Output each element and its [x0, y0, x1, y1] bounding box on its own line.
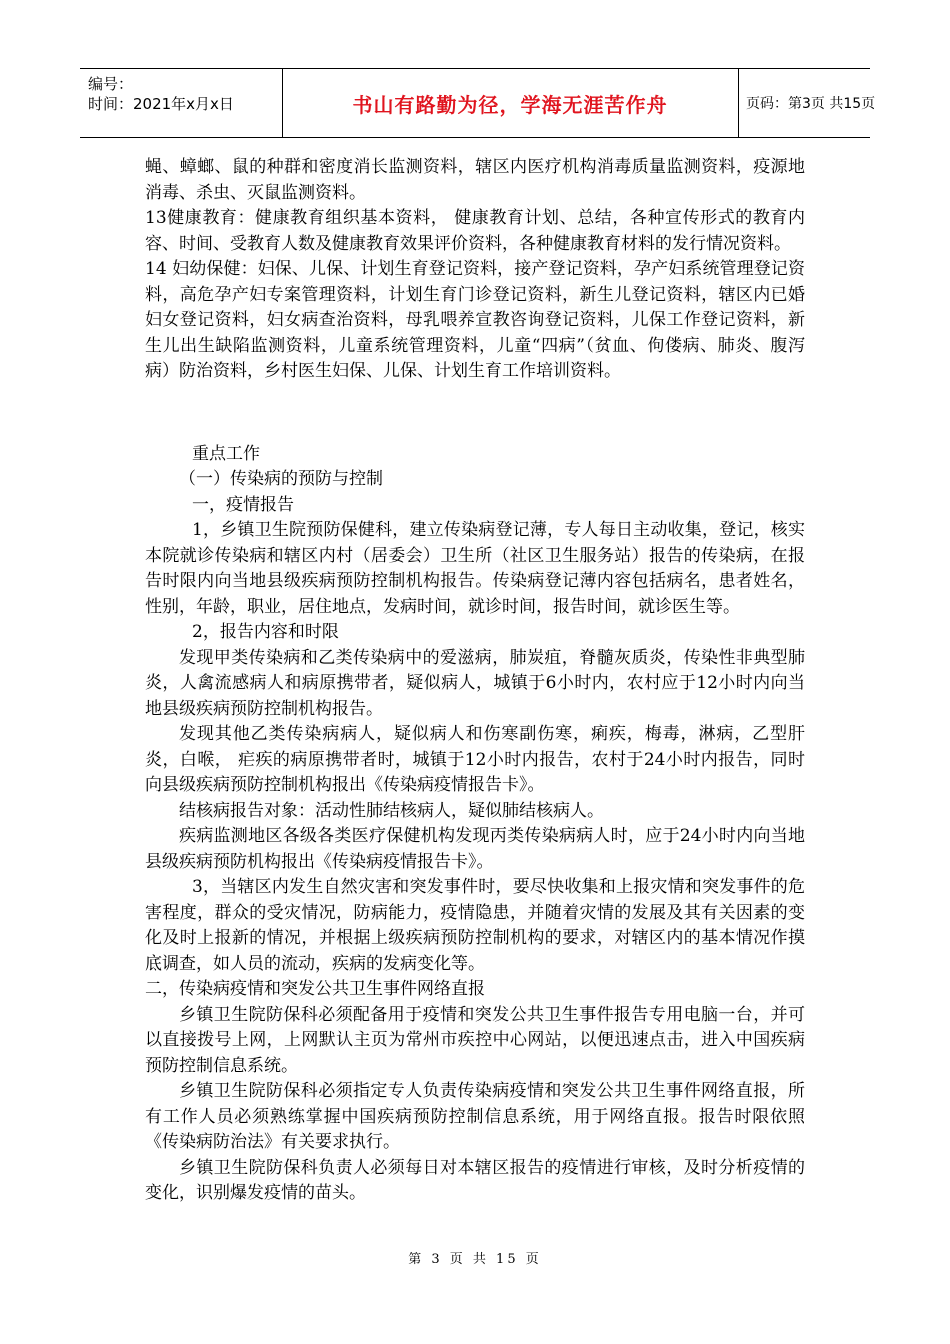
header-motto-cell: [282, 69, 739, 137]
paragraph: 13健康教育：健康教育组织基本资料， 健康教育计划、总结，各种宣传形式的教育内容、时间、受教育人数及健康教育效果评价资料，各种健康教育材料的发行情况资料。: [145, 208, 805, 254]
page-footer: 第 3 页 共 15 页: [408, 1252, 542, 1267]
paragraph: 乡镇卫生院防保科必须配备用于疫情和突发公共卫生事件报告专用电脑一台，并可以直接拨号上网，上网默认主页为常州市疾控中心网站，以便迅速点击，进入中国疾病预防控制信息系统。: [145, 1004, 805, 1076]
paragraph: 一，疫情报告: [192, 494, 294, 515]
paragraph: [145, 401, 805, 426]
paragraph: 发现其他乙类传染病病人，疑似病人和伤寒副伤寒，痢疾，梅毒，淋病，乙型肝炎，白喉， 疟疾的病原携带者时，城镇于12小时内报告，农村于24小时内报告，同时向县级疾病预防控制机构报出《传染病疫情报告卡》。: [145, 724, 805, 795]
paragraph: 乡镇卫生院防保科负责人必须每日对本辖区报告的疫情进行审核，及时分析疫情的变化，识别爆发疫情的苗头。: [145, 1157, 805, 1203]
paragraph: 蝇、蟑螂、鼠的种群和密度消长监测资料，辖区内医疗机构消毒质量监测资料，疫源地消毒、杀虫、灭鼠监测资料。: [145, 157, 805, 203]
paragraph: 2，报告内容和时限: [192, 622, 339, 642]
paragraph: 发现甲类传染病和乙类传染病中的爱滋病，肺炭疽，脊髓灰质炎，传染性非典型肺炎，人禽流感病人和病原携带者，疑似病人，城镇于6小时内，农村应于12小时内向当地县级疾病预防控制机构报告。: [145, 647, 805, 719]
paragraph: （一）传染病的预防与控制: [179, 469, 383, 489]
paragraph: 重点工作: [192, 443, 260, 464]
paragraph: 3，当辖区内发生自然灾害和突发事件时，要尽快收集和上报灾情和突发事件的危害程度，群众的受灾情况，防病能力，疫情隐患，并随着灾情的发展及其有关因素的变化及时上报新的情况，并根据上级疾病预防控制机构的要求，对辖区内的基本情况作摸底调查，如人员的流动，疾病的发病变化等。: [145, 877, 805, 974]
paragraph: 乡镇卫生院防保科必须指定专人负责传染病疫情和突发公共卫生事件网络直报，所有工作人员必须熟练掌握中国疾病预防控制信息系统，用于网络直报。报告时限依照《传染病防治法》有关要求执行。: [145, 1081, 805, 1152]
header-date: 时间：2021年x月x日: [88, 95, 234, 113]
paragraph: 1，乡镇卫生院预防保健科，建立传染病登记薄，专人每日主动收集，登记，核实本院就诊传染病和辖区内村（居委会）卫生所（社区卫生服务站）报告的传染病，在报告时限内向当地县级疾病预防控制机构报告。传染病登记薄内容包括病名，患者姓名，性别，年龄，职业，居住地点，发病时间，就诊时间，报告时间，就诊医生等。: [145, 520, 805, 617]
header-meta: [80, 69, 283, 137]
paragraph: 结核病报告对象：活动性肺结核病人，疑似肺结核病人。: [179, 800, 604, 821]
header-number: 编号：: [88, 75, 134, 93]
paragraph: 14 妇幼保健：妇保、儿保、计划生育登记资料，接产登记资料，孕产妇系统管理登记资料，高危孕产妇专案管理资料，计划生育门诊登记资料，新生儿登记资料，辖区内已婚妇女登记资料，妇女病查治资料，母乳喂养宣教咨询登记资料，儿保工作登记资料，新生儿出生缺陷监测资料，儿童系统管理资料，儿童“四病”（贫血、佝偻病、肺炎、腹泻病）防治资料，乡村医生妇保、儿保、计划生育工作培训资料。: [145, 259, 805, 381]
paragraph: 二，传染病疫情和突发公共卫生事件网络直报: [145, 979, 485, 999]
header-page-info: 页码：第3页 共15页: [746, 96, 876, 112]
page-header: [80, 68, 876, 138]
header-page-cell: [738, 69, 876, 137]
header-motto: 书山有路勤为径，学海无涯苦作舟: [352, 92, 668, 117]
document-body: [145, 155, 805, 1207]
paragraph: 疾病监测地区各级各类医疗保健机构发现丙类传染病病人时，应于24小时内向当地县级疾病预防机构报出《传染病疫情报告卡》。: [145, 826, 805, 872]
